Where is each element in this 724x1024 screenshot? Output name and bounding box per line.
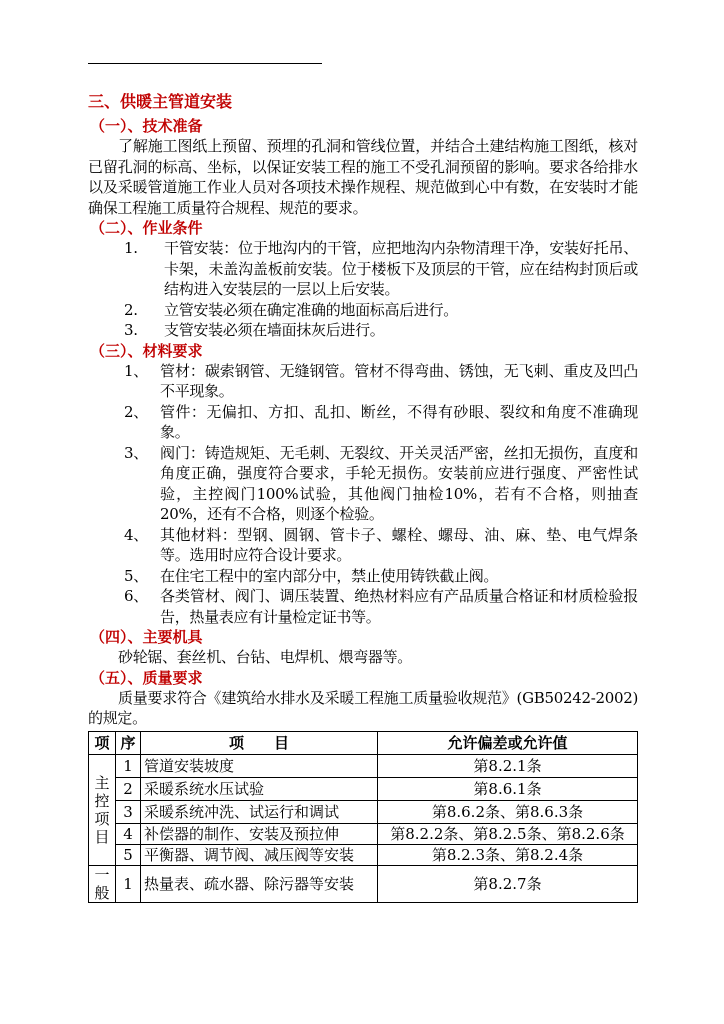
table-row — [89, 844, 638, 865]
quality-body: 质量要求符合《建筑给水排水及采暖工程施工质量验收规范》(GB50242-2002)的规定。 — [88, 688, 638, 727]
row-allowance: 第8.6.2条、第8.6.3条 — [378, 800, 638, 823]
list-item-text: 立管安装必须在确定准确的地面标高后进行。 — [164, 300, 459, 319]
list-item-number: 6、 — [124, 587, 148, 605]
row-item: 采暖系统水压试验 — [141, 777, 378, 800]
tech-prep-body: 了解施工图纸上预留、预埋的孔洞和管线位置，并结合土建结构施工图纸，核对已留孔洞的标高、坐标，以保证安装工程的施工不受孔洞预留的影响。要求各给排水以及采暖管道施工作业人员对各项技术操作规程、规范做到心中有数，在安装时才能确保工程施工质量符合规程、规范的要求。 — [88, 137, 638, 217]
list-item — [88, 320, 638, 341]
row-item: 采暖系统冲洗、试运行和调试 — [141, 800, 378, 823]
row-seq: 1 — [116, 754, 141, 777]
row-allowance: 第8.6.1条 — [378, 777, 638, 800]
header-seq: 序 — [116, 731, 141, 754]
quality-table — [88, 731, 638, 903]
materials-heading: （三）、材料要求 — [90, 341, 203, 360]
equipment-body: 砂轮锯、套丝机、台钻、电焊机、煨弯器等。 — [118, 648, 413, 666]
list-item-text: 支管安装必须在墙面抹灰后进行。 — [164, 321, 385, 339]
list-item — [88, 238, 638, 300]
list-item-number: 2、 — [124, 402, 148, 421]
list-item-number: 3. — [124, 321, 138, 339]
row-allowance: 第8.2.7条 — [378, 865, 638, 902]
list-item — [88, 402, 638, 443]
materials-list — [88, 361, 638, 628]
header-rule — [88, 63, 322, 64]
row-seq: 3 — [116, 800, 141, 823]
list-item-text: 干管安装：位于地沟内的干管，应把地沟内杂物清理干净，安装好托吊、卡架，未盖沟盖板前安装。位于楼板下及顶层的干管，应在结构封顶后或结构进入安装层的一层以上后安装。 — [164, 239, 638, 298]
work-conditions-list — [88, 238, 638, 341]
list-item-number: 5、 — [124, 566, 148, 585]
list-item-text: 各类管材、阀门、调压装置、绝热材料应有产品质量合格证和材质检验报告，热量表应有计量检定证书等。 — [160, 587, 638, 626]
row-allowance: 第8.2.1条 — [378, 754, 638, 777]
list-item-text: 管件：无偏扣、方扣、乱扣、断丝，不得有砂眼、裂纹和角度不准确现象。 — [160, 402, 638, 441]
general-label: 一般 — [89, 865, 116, 902]
header-item: 项 目 — [141, 731, 378, 754]
row-seq: 2 — [116, 777, 141, 800]
row-allowance: 第8.2.2条、第8.2.5条、第8.2.6条 — [378, 823, 638, 844]
work-conditions-heading: （二）、作业条件 — [90, 219, 203, 237]
row-item: 补偿器的制作、安装及预拉伸 — [141, 823, 378, 844]
list-item-number: 4、 — [124, 525, 148, 544]
main-control-label: 主控项目 — [89, 754, 116, 865]
row-item: 平衡器、调节阀、减压阀等安装 — [141, 844, 378, 865]
table-row — [89, 800, 638, 823]
list-item-text: 其他材料：型钢、圆钢、管卡子、螺栓、螺母、油、麻、垫、电气焊条等。选用时应符合设计要求。 — [160, 525, 638, 564]
table-header-row — [89, 731, 638, 754]
document-page — [88, 92, 638, 903]
row-item: 管道安装坡度 — [141, 754, 378, 777]
list-item-text: 在住宅工程中的室内部分中，禁止使用铸铁截止阀。 — [160, 566, 499, 585]
row-item: 热量表、疏水器、除污器等安装 — [141, 865, 378, 902]
row-seq: 5 — [116, 844, 141, 865]
list-item-number: 1. — [124, 239, 138, 257]
list-item-text: 管材：碳索钢管、无缝钢管。管材不得弯曲、锈蚀，无飞刺、重皮及凹凸不平现象。 — [160, 361, 638, 400]
list-item — [88, 566, 638, 587]
row-seq: 1 — [116, 865, 141, 902]
equipment-heading: （四）、主要机具 — [90, 628, 203, 646]
list-item — [88, 586, 638, 627]
section-title: 三、供暖主管道安装 — [88, 92, 233, 111]
table-row — [89, 865, 638, 902]
list-item-number: 3、 — [124, 443, 148, 462]
list-item — [88, 525, 638, 566]
list-item-number: 2. — [124, 300, 138, 319]
header-allowance: 允许偏差或允许值 — [378, 731, 638, 754]
list-item — [88, 300, 638, 321]
header-category: 项 — [89, 731, 116, 754]
row-seq: 4 — [116, 823, 141, 844]
table-row — [89, 777, 638, 800]
list-item — [88, 361, 638, 402]
list-item — [88, 443, 638, 525]
list-item-number: 1、 — [124, 361, 148, 380]
quality-heading: （五）、质量要求 — [90, 668, 203, 687]
table-row — [89, 823, 638, 844]
list-item-text: 阀门：铸造规矩、无毛刺、无裂纹、开关灵活严密，丝扣无损伤，直度和角度正确，强度符合要求，手轮无损伤。安装前应进行强度、严密性试验，主控阀门100%试验，其他阀门抽检10%，若有不合格，则抽查20%，还有不合格，则逐个检验。 — [160, 443, 638, 523]
row-allowance: 第8.2.3条、第8.2.4条 — [378, 844, 638, 865]
tech-prep-heading: （一）、技术准备 — [90, 117, 203, 135]
table-row — [89, 754, 638, 777]
